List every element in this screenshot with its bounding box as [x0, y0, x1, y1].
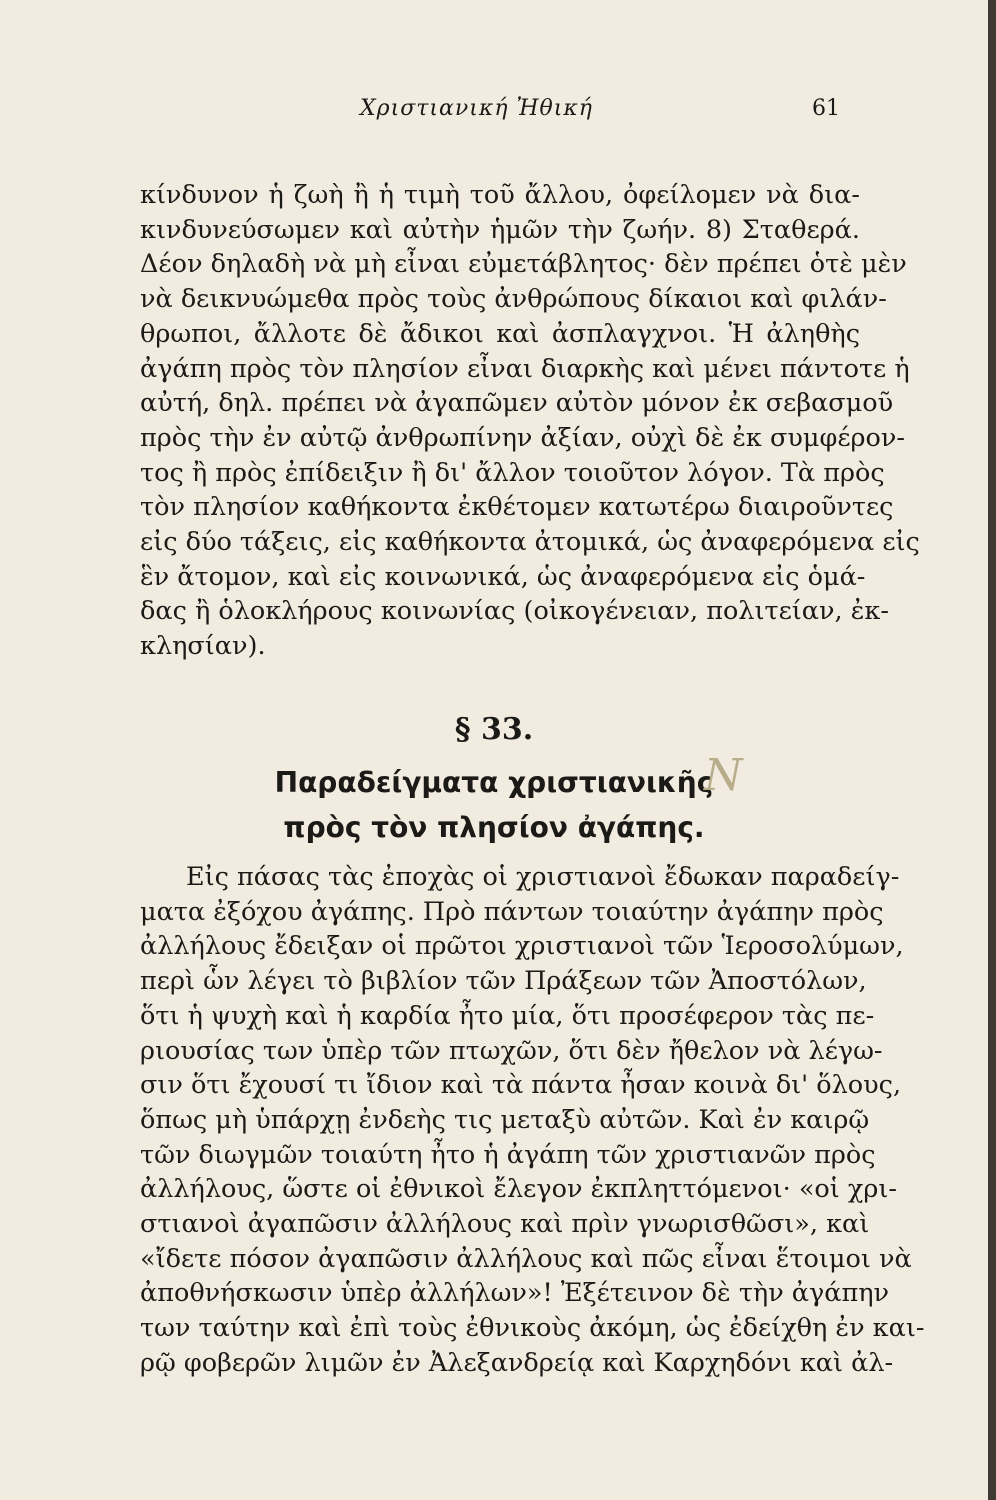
text-line: ἀλλήλους, ὥστε οἱ ἐθνικοὶ ἔλεγον ἐκπληττόμενοι· «οἱ χρι- [140, 1174, 897, 1205]
text-line: νὰ δεικνυώμεθα πρὸς τοὺς ἀνθρώπους δίκαιοι καὶ φιλάν- [140, 284, 887, 315]
text-line: σιν ὅτι ἔχουσί τι ἴδιον καὶ τὰ πάντα ἦσαν κοινὰ δι' ὅλους, [140, 1070, 902, 1101]
text-line: στιανοὶ ἀγαπῶσιν ἀλλήλους καὶ πρὶν γνωρισθῶσι», καὶ [140, 1209, 870, 1240]
text-line: κινδυνεύσωμεν καὶ αὐτὴν ἡμῶν τὴν ζωήν. 8) Σταθερά. [140, 214, 860, 245]
text-line: πρὸς τὴν ἐν αὐτῷ ἀνθρωπίνην ἀξίαν, οὐχὶ δὲ ἐκ συμφέρον- [140, 422, 905, 453]
text-line: ὅπως μὴ ὑπάρχῃ ἐνδεὴς τις μεταξὺ αὐτῶν. Καὶ ἐν καιρῷ [140, 1104, 870, 1135]
text-line: περὶ ὧν λέγει τὸ βιβλίον τῶν Πράξεων τῶν Ἀποστόλων, [140, 966, 867, 997]
text-line: ἀγάπη πρὸς τὸν πλησίον εἶναι διαρκὴς καὶ μένει πάντοτε ἡ [140, 353, 910, 384]
section-title [0, 760, 988, 850]
text-line: δας ἢ ὁλοκλήρους κοινωνίας (οἰκογένειαν, πολιτείαν, ἐκ- [140, 596, 889, 627]
text-line: Δέον δηλαδὴ νὰ μὴ εἶναι εὐμετάβλητος· δὲν πρέπει ὁτὲ μὲν [140, 249, 907, 280]
paragraph-2 [140, 860, 925, 1381]
text-line: των ταύτην καὶ ἐπὶ τοὺς ἐθνικοὺς ἀκόμη, ὡς ἐδείχθη ἐν και- [140, 1313, 925, 1344]
section-title-line-1: Παραδείγματα χριστιανικῆς [274, 766, 714, 799]
paragraph-1 [140, 178, 920, 664]
text-line: αὐτή, δηλ. πρέπει νὰ ἀγαπῶμεν αὐτὸν μόνον ἐκ σεβασμοῦ [140, 388, 894, 419]
text-line: θρωποι, ἄλλοτε δὲ ἄδικοι καὶ ἀσπλαγχνοι. Ἡ ἀληθὴς [140, 318, 860, 349]
text-line: κλησίαν). [140, 631, 266, 662]
text-line: εἰς δύο τάξεις, εἰς καθήκοντα ἀτομικά, ὡς ἀναφερόμενα εἰς [140, 527, 920, 558]
text-line: ὅτι ἡ ψυχὴ καὶ ἡ καρδία ἦτο μία, ὅτι προσέφερον τὰς πε- [140, 1000, 875, 1031]
text-line: Εἰς πάσας τὰς ἐποχὰς οἱ χριστιανοὶ ἔδωκαν παραδείγ- [186, 862, 900, 892]
text-line: ἀποθνήσκωσιν ὑπὲρ ἀλλήλων»! Ἐξέτεινον δὲ τὴν ἀγάπην [140, 1278, 890, 1309]
section-number: § 33. [454, 712, 534, 747]
text-line: «ἴδετε πόσον ἀγαπῶσιν ἀλλήλους καὶ πῶς εἶναι ἕτοιμοι νὰ [140, 1243, 912, 1274]
text-line: κίνδυνον ἡ ζωὴ ἢ ἡ τιμὴ τοῦ ἄλλου, ὀφείλομεν νὰ δια- [140, 180, 860, 210]
handwritten-margin-mark: N [704, 750, 743, 801]
text-line: ρῷ φοβερῶν λιμῶν ἐν Ἀλεξανδρείᾳ καὶ Καρχηδόνι καὶ ἀλ- [140, 1347, 894, 1378]
text-line: ριουσίας των ὑπὲρ τῶν πτωχῶν, ὅτι δὲν ἤθελον νὰ λέγω- [140, 1035, 883, 1066]
page-number: 61 [812, 96, 840, 121]
text-line: τος ἢ πρὸς ἐπίδειξιν ἢ δι' ἄλλον τοιοῦτον λόγον. Τὰ πρὸς [140, 457, 885, 488]
text-line: ἓν ἄτομον, καὶ εἰς κοινωνικά, ὡς ἀναφερόμενα εἰς ὁμά- [140, 561, 866, 592]
text-line: τὸν πλησίον καθήκοντα ἐκθέτομεν κατωτέρω διαιροῦντες [140, 492, 894, 523]
running-head: Χριστιανική Ἠθική [360, 96, 593, 121]
text-line: ἀλλήλους ἔδειξαν οἱ πρῶτοι χριστιανοὶ τῶν Ἱεροσολύμων, [140, 931, 904, 962]
section-title-line-2: πρὸς τὸν πλησίον ἀγάπης. [283, 811, 705, 844]
text-line: τῶν διωγμῶν τοιαύτη ἦτο ἡ ἀγάπη τῶν χριστιανῶν πρὸς [140, 1139, 876, 1170]
text-line: ματα ἐξόχου ἀγάπης. Πρὸ πάντων τοιαύτην ἀγάπην πρὸς [140, 896, 884, 927]
